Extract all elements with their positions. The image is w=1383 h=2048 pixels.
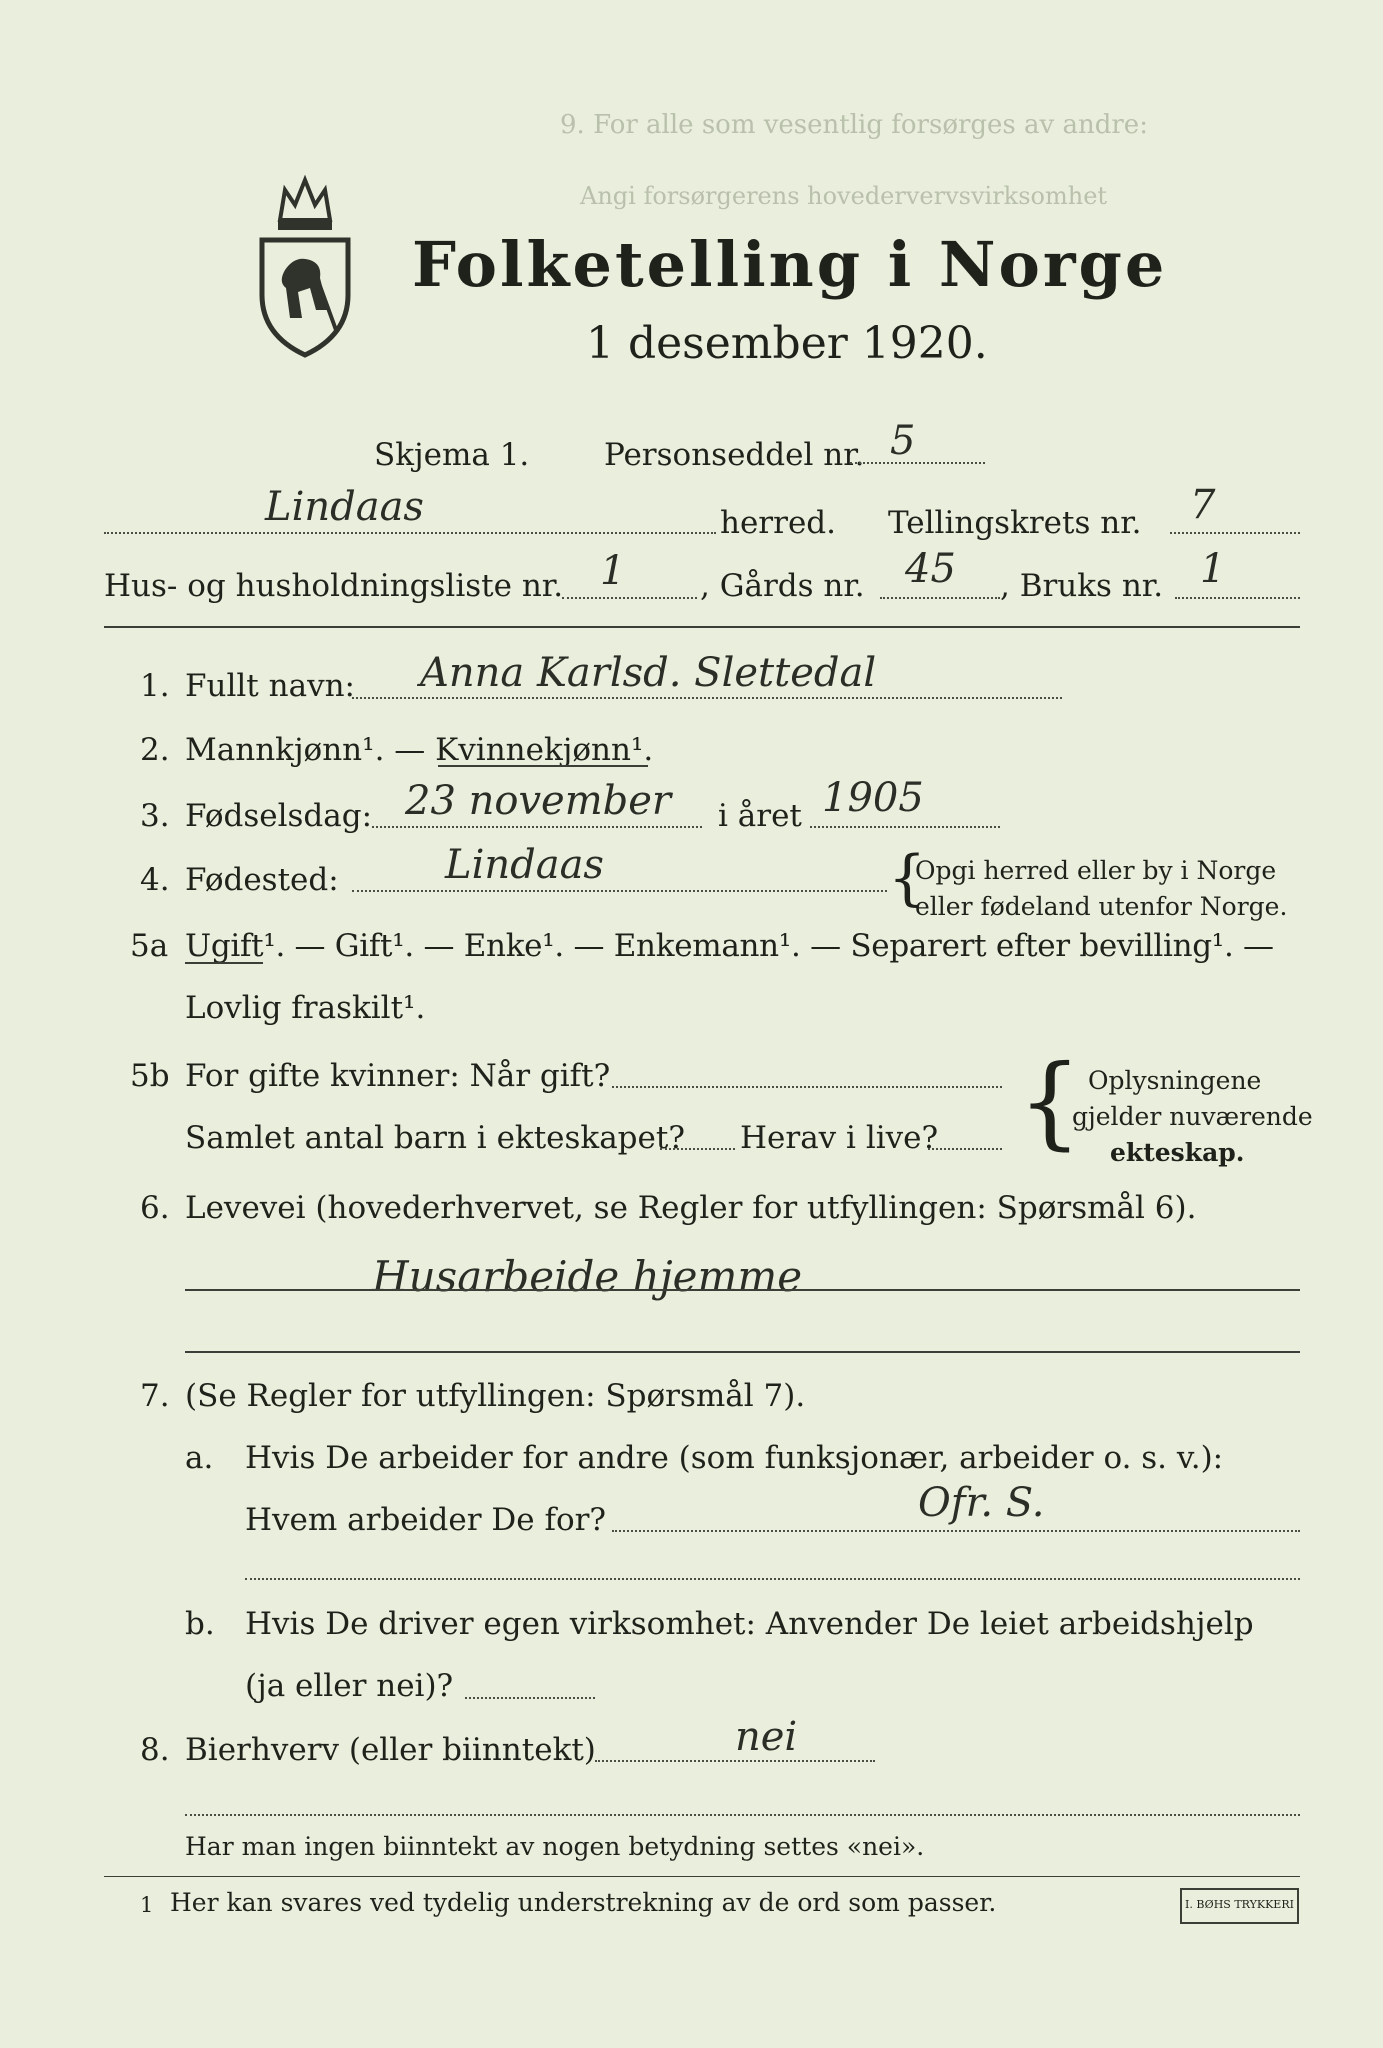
q3-number: 3. xyxy=(140,798,170,834)
footer-divider xyxy=(104,1876,1300,1877)
q4-label: Fødested: xyxy=(185,862,339,898)
q4-note-1: Opgi herred eller by i Norge xyxy=(915,856,1277,885)
q5b-label: For gifte kvinner: Når gift? xyxy=(185,1058,611,1094)
q6-number: 6. xyxy=(140,1190,170,1226)
q3-label: Fødselsdag: xyxy=(185,798,373,834)
tellingskrets-line xyxy=(1170,532,1300,534)
q4-number: 4. xyxy=(140,862,170,898)
gards-label: , Gårds nr. xyxy=(700,568,865,604)
q3-line xyxy=(372,826,702,828)
q5b-note-1: Oplysningene xyxy=(1088,1066,1262,1095)
footnote-mark: 1 xyxy=(140,1893,154,1917)
q7b-label-2: (ja eller nei)? xyxy=(245,1668,454,1704)
husliste-line xyxy=(562,597,697,599)
gards-line xyxy=(880,597,1000,599)
q5a-label: Ugift¹. — Gift¹. — Enke¹. — Enkemann¹. — Separert efter bevilling¹. — xyxy=(185,928,1274,964)
footnote-text: Her kan svares ved tydelig understrekning av de ord som passer. xyxy=(170,1888,997,1917)
personseddel-label: Personseddel nr. xyxy=(604,437,865,473)
form-title: Folketelling i Norge xyxy=(412,228,1168,301)
q7b-line xyxy=(465,1697,595,1699)
printer-stamp: I. BØHS TRYKKERI xyxy=(1180,1888,1299,1924)
q6-label: Levevei (hovederhvervet, se Regler for utfyllingen: Spørsmål 6). xyxy=(185,1190,1197,1226)
q7b-number: b. xyxy=(185,1606,215,1642)
q6-line-2 xyxy=(185,1351,1300,1353)
form-subtitle: 1 desember 1920. xyxy=(586,318,988,369)
herred-value: Lindaas xyxy=(265,484,424,530)
q2-label: Mannkjønn¹. — Kvinnekjønn¹. xyxy=(185,732,654,768)
bruks-line xyxy=(1175,597,1300,599)
q7a-line-2 xyxy=(245,1578,1300,1580)
bleed-through-text-2: Angi forsørgerens hovedervervsvirksomhet xyxy=(580,182,1108,210)
bleed-through-text-1: 9. For alle som vesentlig forsørges av andre: xyxy=(560,110,1148,140)
tellingskrets-value: 7 xyxy=(1190,482,1216,528)
q5b-label-2: Samlet antal barn i ekteskapet? xyxy=(185,1120,685,1156)
q1-value: Anna Karlsd. Slettedal xyxy=(420,650,877,696)
personseddel-line xyxy=(850,462,985,464)
q5a-label-2: Lovlig fraskilt¹. xyxy=(185,990,426,1026)
herred-line xyxy=(104,532,716,534)
q3-year-label: i året xyxy=(718,798,802,834)
bruks-value: 1 xyxy=(1200,546,1226,592)
q7a-line xyxy=(612,1530,1300,1532)
q1-line xyxy=(352,697,1062,699)
q5b-note-2: gjelder nuværende xyxy=(1072,1102,1313,1131)
q5b-label-3: Herav i live? xyxy=(740,1120,939,1156)
q8-note: Har man ingen biinntekt av nogen betydning settes «nei». xyxy=(185,1832,925,1861)
husliste-value: 1 xyxy=(600,548,626,594)
q1-number: 1. xyxy=(140,668,170,704)
q7a-label: Hvis De arbeider for andre (som funksjonær, arbeider o. s. v.): xyxy=(245,1440,1224,1476)
q8-value: nei xyxy=(735,1714,798,1760)
q3-year-value: 1905 xyxy=(822,775,924,821)
q7a-label-2: Hvem arbeider De for? xyxy=(245,1502,607,1538)
q6-line-1 xyxy=(185,1289,1300,1291)
q2-number: 2. xyxy=(140,732,170,768)
personseddel-value: 5 xyxy=(890,418,916,464)
q4-brace: { xyxy=(888,843,927,913)
q5b-number: 5b xyxy=(130,1058,170,1094)
q5b-alive-line xyxy=(928,1148,1002,1150)
q3-year-line xyxy=(810,826,1000,828)
q1-label: Fullt navn: xyxy=(185,668,355,704)
q8-number: 8. xyxy=(140,1732,170,1768)
q5b-note-3: ekteskap. xyxy=(1110,1138,1245,1167)
gards-value: 45 xyxy=(905,546,956,592)
schema-label: Skjema 1. xyxy=(374,437,530,473)
q2-underline-kvinnekjonn xyxy=(438,765,648,767)
q8-line-2 xyxy=(185,1814,1300,1816)
q3-value: 23 november xyxy=(405,778,672,824)
q7-number: 7. xyxy=(140,1378,170,1414)
q7-label: (Se Regler for utfyllingen: Spørsmål 7). xyxy=(185,1378,806,1414)
q7a-number: a. xyxy=(185,1440,214,1476)
q4-line xyxy=(352,890,887,892)
coat-of-arms-icon xyxy=(250,160,360,360)
q6-value: Husarbeide hjemme xyxy=(372,1252,803,1301)
header-divider xyxy=(104,626,1300,628)
q7a-value: Ofr. S. xyxy=(918,1480,1045,1526)
q7b-label: Hvis De driver egen virksomhet: Anvender De leiet arbeidshjelp xyxy=(245,1606,1254,1642)
q5b-married-line xyxy=(612,1086,1002,1088)
q8-line xyxy=(595,1760,875,1762)
q4-value: Lindaas xyxy=(445,842,604,888)
bruks-label: , Bruks nr. xyxy=(1000,568,1164,604)
q5a-number: 5a xyxy=(130,928,169,964)
herred-label: herred. xyxy=(720,505,836,541)
husliste-label: Hus- og husholdningsliste nr. xyxy=(104,568,564,604)
q5b-children-line xyxy=(660,1148,735,1150)
q4-note-2: eller fødeland utenfor Norge. xyxy=(915,892,1288,921)
q5a-underline-ugift xyxy=(185,962,263,964)
tellingskrets-label: Tellingskrets nr. xyxy=(888,505,1142,541)
q5b-brace: { xyxy=(1018,1043,1082,1160)
q8-label: Bierhverv (eller biinntekt) xyxy=(185,1732,596,1768)
